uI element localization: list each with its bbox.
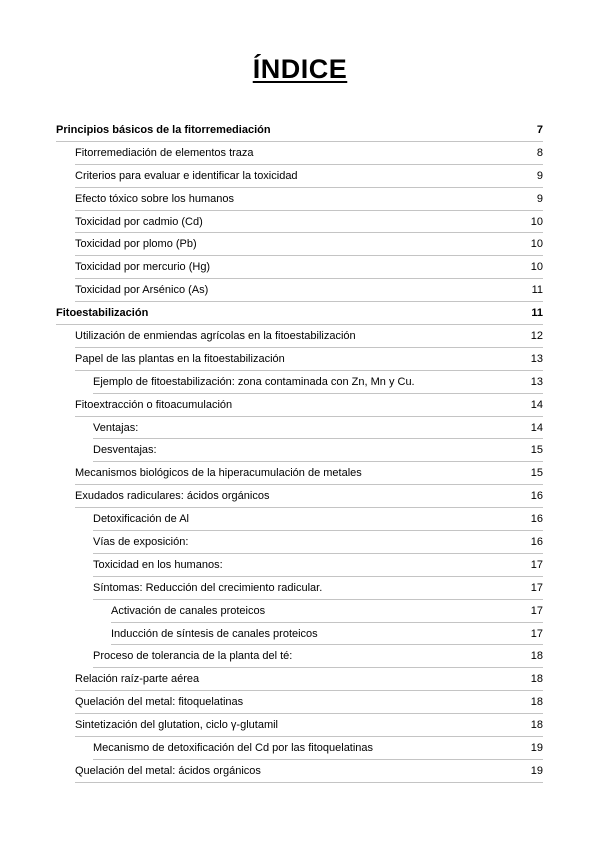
toc-entry-title: Papel de las plantas en la fitoestabilización	[75, 352, 285, 365]
toc-entry-page-number: 10	[530, 215, 543, 228]
toc-entry[interactable]	[56, 485, 543, 508]
toc-entry[interactable]	[56, 508, 543, 531]
toc-entry-page-number: 18	[530, 650, 543, 663]
toc-entry-title: Toxicidad por mercurio (Hg)	[75, 261, 211, 274]
toc-entry-page-number: 19	[530, 764, 543, 777]
toc-entry-page-number: 11	[531, 307, 543, 320]
toc-entry-title: Detoxificación de Al	[93, 513, 189, 526]
toc-entry-page-number: 11	[531, 284, 543, 297]
toc-entry-page-number: 15	[530, 467, 543, 480]
toc-entry-page-number: 16	[530, 513, 543, 526]
toc-entry-page-number: 9	[536, 192, 543, 205]
toc-entry-page-number: 19	[530, 742, 543, 755]
page-title: ÍNDICE	[252, 54, 348, 84]
toc-entry-title: Fitoextracción o fitoacumulación	[75, 398, 233, 411]
toc-entry[interactable]	[56, 302, 543, 325]
toc-entry-title: Vías de exposición:	[93, 536, 189, 549]
toc-entry-title: Quelación del metal: fitoquelatinas	[75, 696, 244, 709]
toc-entry-title: Ejemplo de fitoestabilización: zona contaminada con Zn, Mn y Cu.	[93, 375, 415, 388]
toc-entry-page-number: 8	[536, 146, 543, 159]
toc-entry-page-number: 18	[530, 696, 543, 709]
toc-entry-page-number: 9	[536, 169, 543, 182]
table-of-contents	[56, 119, 543, 783]
toc-entry[interactable]	[56, 165, 543, 188]
toc-entry[interactable]	[56, 325, 543, 348]
toc-entry[interactable]	[56, 623, 543, 646]
toc-entry[interactable]	[56, 645, 543, 668]
toc-entry-title: Inducción de síntesis de canales proteicos	[111, 627, 318, 640]
toc-entry-page-number: 17	[530, 581, 543, 594]
toc-entry-page-number: 18	[530, 719, 543, 732]
toc-entry[interactable]	[56, 760, 543, 783]
toc-entry[interactable]	[56, 737, 543, 760]
toc-entry-page-number: 10	[530, 261, 543, 274]
toc-entry-page-number: 14	[530, 398, 543, 411]
toc-entry-title: Mecanismos biológicos de la hiperacumulación de metales	[75, 467, 362, 480]
toc-entry-divider	[75, 782, 543, 783]
toc-entry-title: Ventajas:	[93, 421, 139, 434]
toc-entry[interactable]	[56, 371, 543, 394]
toc-entry-title: Activación de canales proteicos	[111, 604, 266, 617]
toc-entry[interactable]	[56, 691, 543, 714]
toc-entry-title: Toxicidad por cadmio (Cd)	[75, 215, 203, 228]
toc-entry[interactable]	[56, 256, 543, 279]
toc-entry-title: Criterios para evaluar e identificar la toxicidad	[75, 169, 298, 182]
toc-entry-page-number: 10	[530, 238, 543, 251]
toc-entry-title: Toxicidad en los humanos:	[93, 558, 223, 571]
toc-entry[interactable]	[56, 600, 543, 623]
toc-entry[interactable]	[56, 668, 543, 691]
toc-entry-title: Desventajas:	[93, 444, 157, 457]
toc-entry[interactable]	[56, 142, 543, 165]
toc-entry[interactable]	[56, 119, 543, 142]
toc-entry-title: Sintetización del glutation, ciclo γ-glutamil	[75, 719, 278, 732]
toc-entry-page-number: 12	[530, 330, 543, 343]
toc-entry-title: Mecanismo de detoxificación del Cd por las fitoquelatinas	[93, 742, 374, 755]
toc-entry[interactable]	[56, 714, 543, 737]
toc-entry-page-number: 17	[530, 604, 543, 617]
toc-entry-page-number: 17	[530, 558, 543, 571]
toc-entry[interactable]	[56, 211, 543, 234]
toc-entry-page-number: 16	[530, 490, 543, 503]
toc-entry-title: Fitorremediación de elementos traza	[75, 146, 254, 159]
toc-entry-page-number: 16	[530, 536, 543, 549]
toc-entry[interactable]	[56, 233, 543, 256]
toc-entry-title: Efecto tóxico sobre los humanos	[75, 192, 234, 205]
toc-entry[interactable]	[56, 531, 543, 554]
toc-entry-title: Relación raíz-parte aérea	[75, 673, 200, 686]
toc-entry-page-number: 13	[530, 375, 543, 388]
toc-entry-title: Proceso de tolerancia de la planta del té:	[93, 650, 293, 663]
toc-entry[interactable]	[56, 554, 543, 577]
toc-entry-title: Toxicidad por Arsénico (As)	[75, 284, 209, 297]
toc-entry-title: Síntomas: Reducción del crecimiento radicular.	[93, 581, 323, 594]
toc-entry-title: Principios básicos de la fitorremediación	[56, 124, 271, 136]
toc-entry-title: Quelación del metal: ácidos orgánicos	[75, 764, 261, 777]
toc-entry[interactable]	[56, 279, 543, 302]
toc-entry[interactable]	[56, 348, 543, 371]
toc-entry[interactable]	[56, 439, 543, 462]
toc-entry-title: Toxicidad por plomo (Pb)	[75, 238, 197, 251]
toc-entry-page-number: 18	[530, 673, 543, 686]
toc-entry-title: Fitoestabilización	[56, 307, 149, 320]
toc-entry[interactable]	[56, 462, 543, 485]
toc-entry[interactable]	[56, 417, 543, 440]
toc-entry-page-number: 14	[530, 421, 543, 434]
toc-entry[interactable]	[56, 188, 543, 211]
toc-entry[interactable]	[56, 577, 543, 600]
toc-entry-title: Exudados radiculares: ácidos orgánicos	[75, 490, 270, 503]
toc-entry-page-number: 7	[536, 124, 543, 136]
toc-entry[interactable]	[56, 394, 543, 417]
toc-entry-page-number: 15	[530, 444, 543, 457]
toc-entry-page-number: 17	[530, 627, 543, 640]
toc-entry-title: Utilización de enmiendas agrícolas en la fitoestabilización	[75, 330, 356, 343]
toc-entry-page-number: 13	[530, 352, 543, 365]
